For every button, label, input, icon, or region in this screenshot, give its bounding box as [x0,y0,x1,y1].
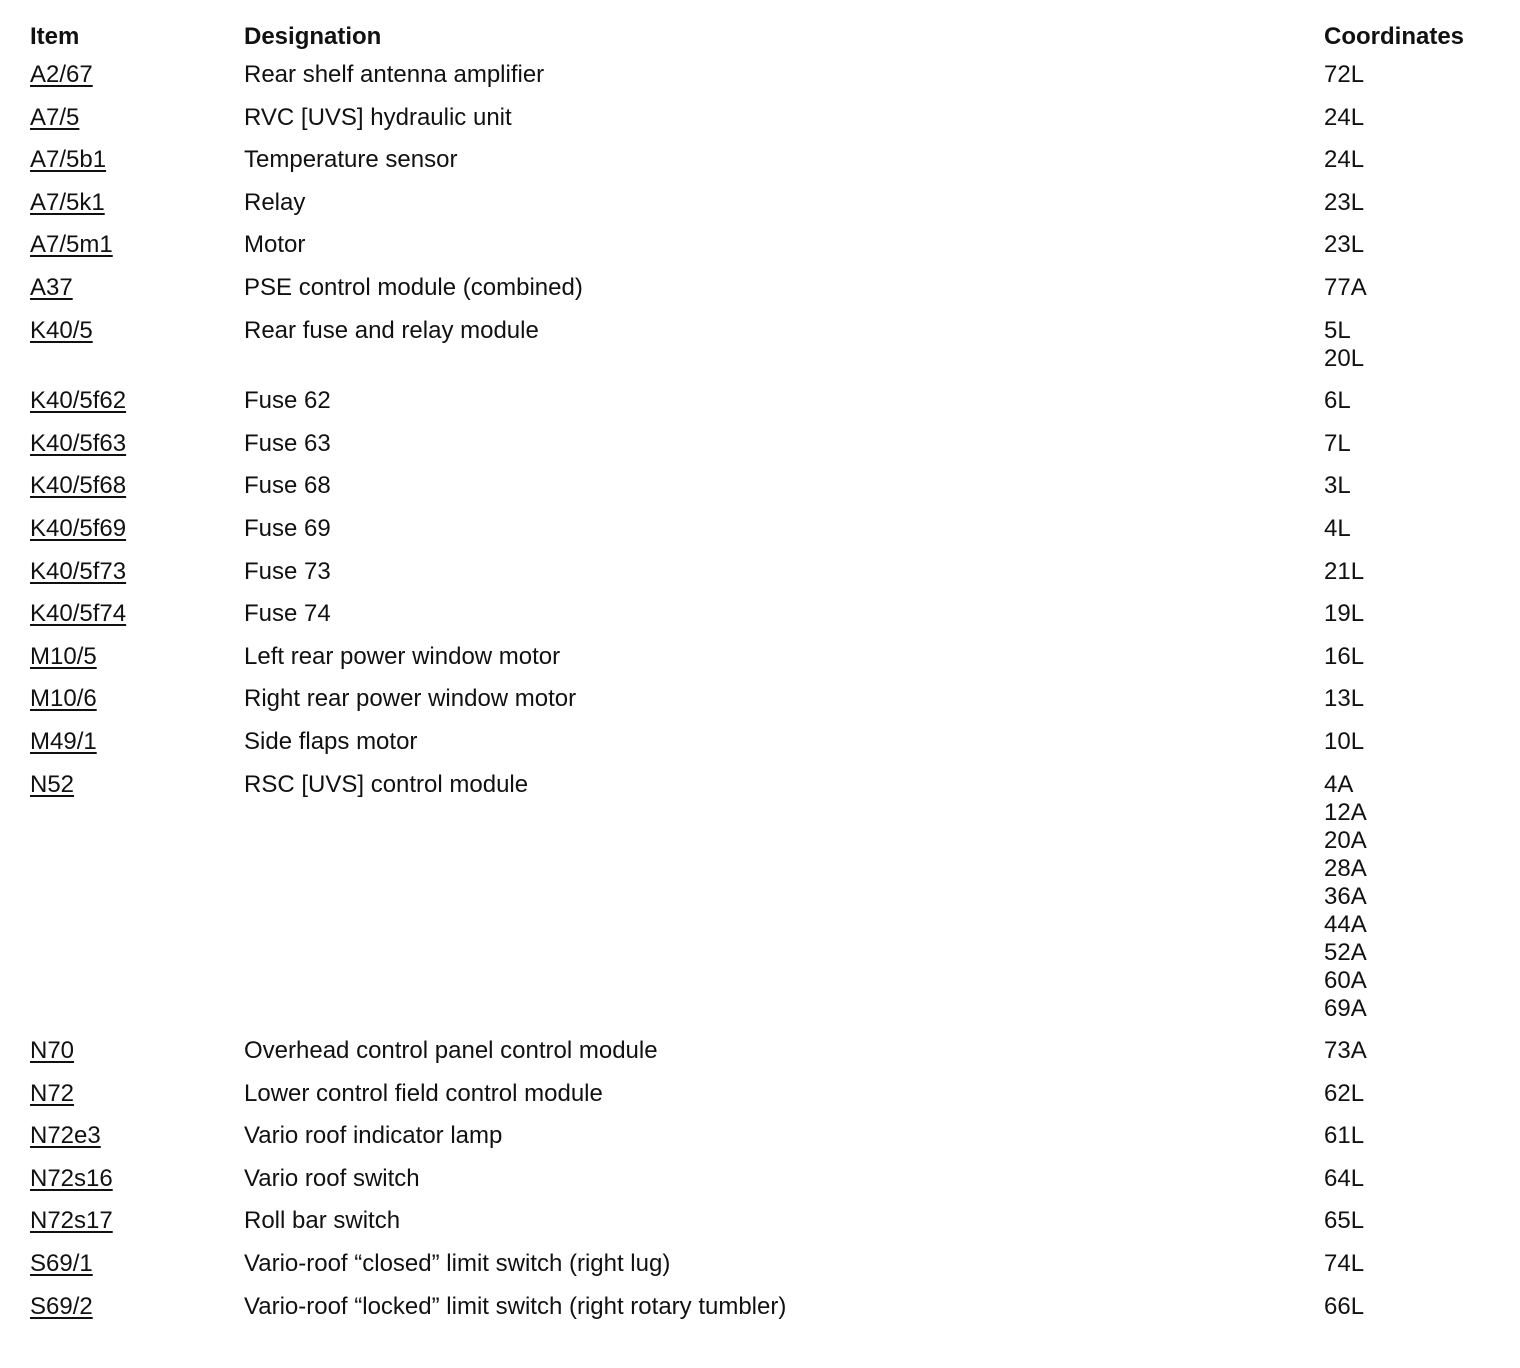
designation-cell: Right rear power window motor [244,685,577,713]
coordinate-value: 20A [1324,826,1367,854]
coordinate-value: 4A [1324,770,1354,798]
header-designation: Designation [244,23,382,50]
coordinate-value: 24L [1324,103,1365,131]
table-row [24,317,1494,388]
coordinates-cell [1324,104,1494,147]
item-link[interactable]: M10/6 [30,685,97,713]
item-cell [24,558,244,601]
item-link[interactable]: N70 [30,1037,75,1065]
table-row [24,430,1494,473]
coordinates-cell [1324,1207,1494,1250]
coordinates-cell [1324,685,1494,728]
item-cell [24,430,244,473]
item-cell [24,231,244,274]
table-row [24,1250,1494,1293]
item-link[interactable]: S69/1 [30,1250,93,1278]
table-body [24,61,1494,1335]
designation-cell: Rear fuse and relay module [244,316,539,344]
designation-cell: Side flaps motor [244,727,418,755]
designation-cell: RSC [UVS] control module [244,770,529,798]
item-cell [24,472,244,515]
coordinate-value: 4L [1324,514,1351,542]
coordinate-value: 23L [1324,231,1365,259]
designation-cell: Fuse 69 [244,514,331,542]
table-row [24,104,1494,147]
item-link[interactable]: A7/5m1 [30,231,113,259]
item-link[interactable]: A37 [30,273,73,301]
designation-cell: Fuse 68 [244,472,331,500]
item-link[interactable]: S69/2 [30,1292,93,1320]
coordinate-value: 74L [1324,1250,1365,1278]
designation-cell: Motor [244,231,306,259]
coordinate-value: 20L [1324,344,1365,372]
coordinates-cell [1324,643,1494,686]
table-row [24,231,1494,274]
coordinates-cell [1324,1122,1494,1165]
coordinate-value: 65L [1324,1207,1365,1235]
coordinates-cell [1324,1165,1494,1208]
designation-cell: Overhead control panel control module [244,1037,658,1065]
designation-cell: Fuse 74 [244,600,331,628]
item-link[interactable]: K40/5f63 [30,429,127,457]
coordinates-cell [1324,189,1494,232]
coordinates-cell [1324,1037,1494,1080]
coordinate-value: 62L [1324,1079,1365,1107]
coordinate-value: 10L [1324,727,1365,755]
item-cell [24,643,244,686]
item-cell [24,685,244,728]
coordinates-cell [1324,771,1494,1038]
item-cell [24,1293,244,1336]
table-row [24,643,1494,686]
item-link[interactable]: A7/5b1 [30,146,107,174]
item-cell [24,189,244,232]
item-link[interactable]: N52 [30,770,75,798]
designation-cell: Fuse 73 [244,557,331,585]
coordinate-value: 6L [1324,387,1351,415]
coordinates-cell [1324,430,1494,473]
table-row [24,472,1494,515]
coordinates-cell [1324,728,1494,771]
header-item: Item [30,23,80,50]
table-header [24,18,1494,61]
coordinate-value: 69A [1324,994,1367,1022]
header-coordinates: Coordinates [1324,23,1465,50]
item-link[interactable]: N72s16 [30,1164,113,1192]
coordinates-cell [1324,274,1494,317]
item-link[interactable]: K40/5f68 [30,472,127,500]
coordinate-value: 28A [1324,854,1367,882]
item-link[interactable]: K40/5f69 [30,514,127,542]
item-link[interactable]: A2/67 [30,61,93,88]
item-cell [24,1080,244,1123]
designation-cell: Temperature sensor [244,146,458,174]
table-row [24,189,1494,232]
table-row [24,558,1494,601]
item-cell [24,146,244,189]
item-cell [24,1250,244,1293]
coordinates-cell [1324,1250,1494,1293]
table-row [24,685,1494,728]
item-cell [24,728,244,771]
item-link[interactable]: M10/5 [30,642,97,670]
table-row [24,771,1494,1038]
designation-cell: Vario-roof “closed” limit switch (right lug) [244,1250,671,1278]
designation-cell: Rear shelf antenna amplifier [244,61,545,88]
item-link[interactable]: N72e3 [30,1122,101,1150]
item-link[interactable]: K40/5f62 [30,387,127,415]
coordinates-cell [1324,61,1494,104]
coordinates-cell [1324,146,1494,189]
item-cell [24,274,244,317]
coordinates-cell [1324,472,1494,515]
designation-cell: Lower control field control module [244,1079,603,1107]
item-link[interactable]: K40/5f73 [30,557,127,585]
designation-cell: Vario roof indicator lamp [244,1122,503,1150]
table-row [24,600,1494,643]
coordinates-cell [1324,515,1494,558]
coordinate-value: 52A [1324,938,1367,966]
coordinates-cell [1324,600,1494,643]
designation-cell: PSE control module (combined) [244,273,583,301]
table-row [24,728,1494,771]
item-cell [24,1037,244,1080]
item-link[interactable]: M49/1 [30,727,97,755]
coordinate-value: 44A [1324,910,1367,938]
table-row [24,146,1494,189]
coordinate-value: 19L [1324,600,1365,628]
coordinates-cell [1324,1080,1494,1123]
table-row [24,387,1494,430]
coordinates-cell [1324,317,1494,388]
item-cell [24,1207,244,1250]
item-cell [24,515,244,558]
table-row [24,1293,1494,1336]
designation-cell: Vario-roof “locked” limit switch (right rotary tumbler) [244,1292,787,1320]
coordinate-value: 3L [1324,472,1351,500]
item-cell [24,61,244,104]
item-cell [24,771,244,1038]
item-link[interactable]: N72 [30,1079,75,1107]
designation-cell: Fuse 63 [244,429,331,457]
coordinate-value: 60A [1324,966,1367,994]
coordinate-value: 13L [1324,685,1365,713]
item-link[interactable]: N72s17 [30,1207,113,1235]
coordinate-value: 12A [1324,798,1367,826]
item-cell [24,317,244,388]
item-cell [24,387,244,430]
designation-cell: RVC [UVS] hydraulic unit [244,103,512,131]
coordinate-value: 64L [1324,1164,1365,1192]
designation-cell: Vario roof switch [244,1164,420,1192]
item-link[interactable]: K40/5f74 [30,600,127,628]
table-row [24,515,1494,558]
coordinates-cell [1324,1293,1494,1336]
coordinate-value: 5L [1324,316,1351,344]
item-link[interactable]: A7/5 [30,103,80,131]
coordinate-value: 21L [1324,557,1365,585]
component-legend-table [24,18,1494,1335]
coordinate-value: 72L [1324,61,1365,88]
coordinates-cell [1324,558,1494,601]
designation-cell: Left rear power window motor [244,642,561,670]
designation-cell: Fuse 62 [244,387,331,415]
coordinate-value: 23L [1324,188,1365,216]
table-row [24,61,1494,104]
item-cell [24,1122,244,1165]
table-row [24,1037,1494,1080]
table-row [24,1165,1494,1208]
table-row [24,1122,1494,1165]
coordinate-value: 36A [1324,882,1367,910]
item-link[interactable]: A7/5k1 [30,188,105,216]
item-cell [24,104,244,147]
item-cell [24,1165,244,1208]
table-row [24,274,1494,317]
item-link[interactable]: K40/5 [30,316,93,344]
coordinate-value: 73A [1324,1037,1367,1065]
coordinate-value: 66L [1324,1292,1365,1320]
designation-cell: Relay [244,188,306,216]
table-row [24,1207,1494,1250]
designation-cell: Roll bar switch [244,1207,401,1235]
coordinate-value: 77A [1324,273,1367,301]
coordinate-value: 24L [1324,146,1365,174]
table-row [24,1080,1494,1123]
coordinates-cell [1324,231,1494,274]
coordinates-cell [1324,387,1494,430]
coordinate-value: 16L [1324,642,1365,670]
item-cell [24,600,244,643]
header-row [24,18,1494,61]
coordinate-value: 7L [1324,429,1351,457]
coordinate-value: 61L [1324,1122,1365,1150]
